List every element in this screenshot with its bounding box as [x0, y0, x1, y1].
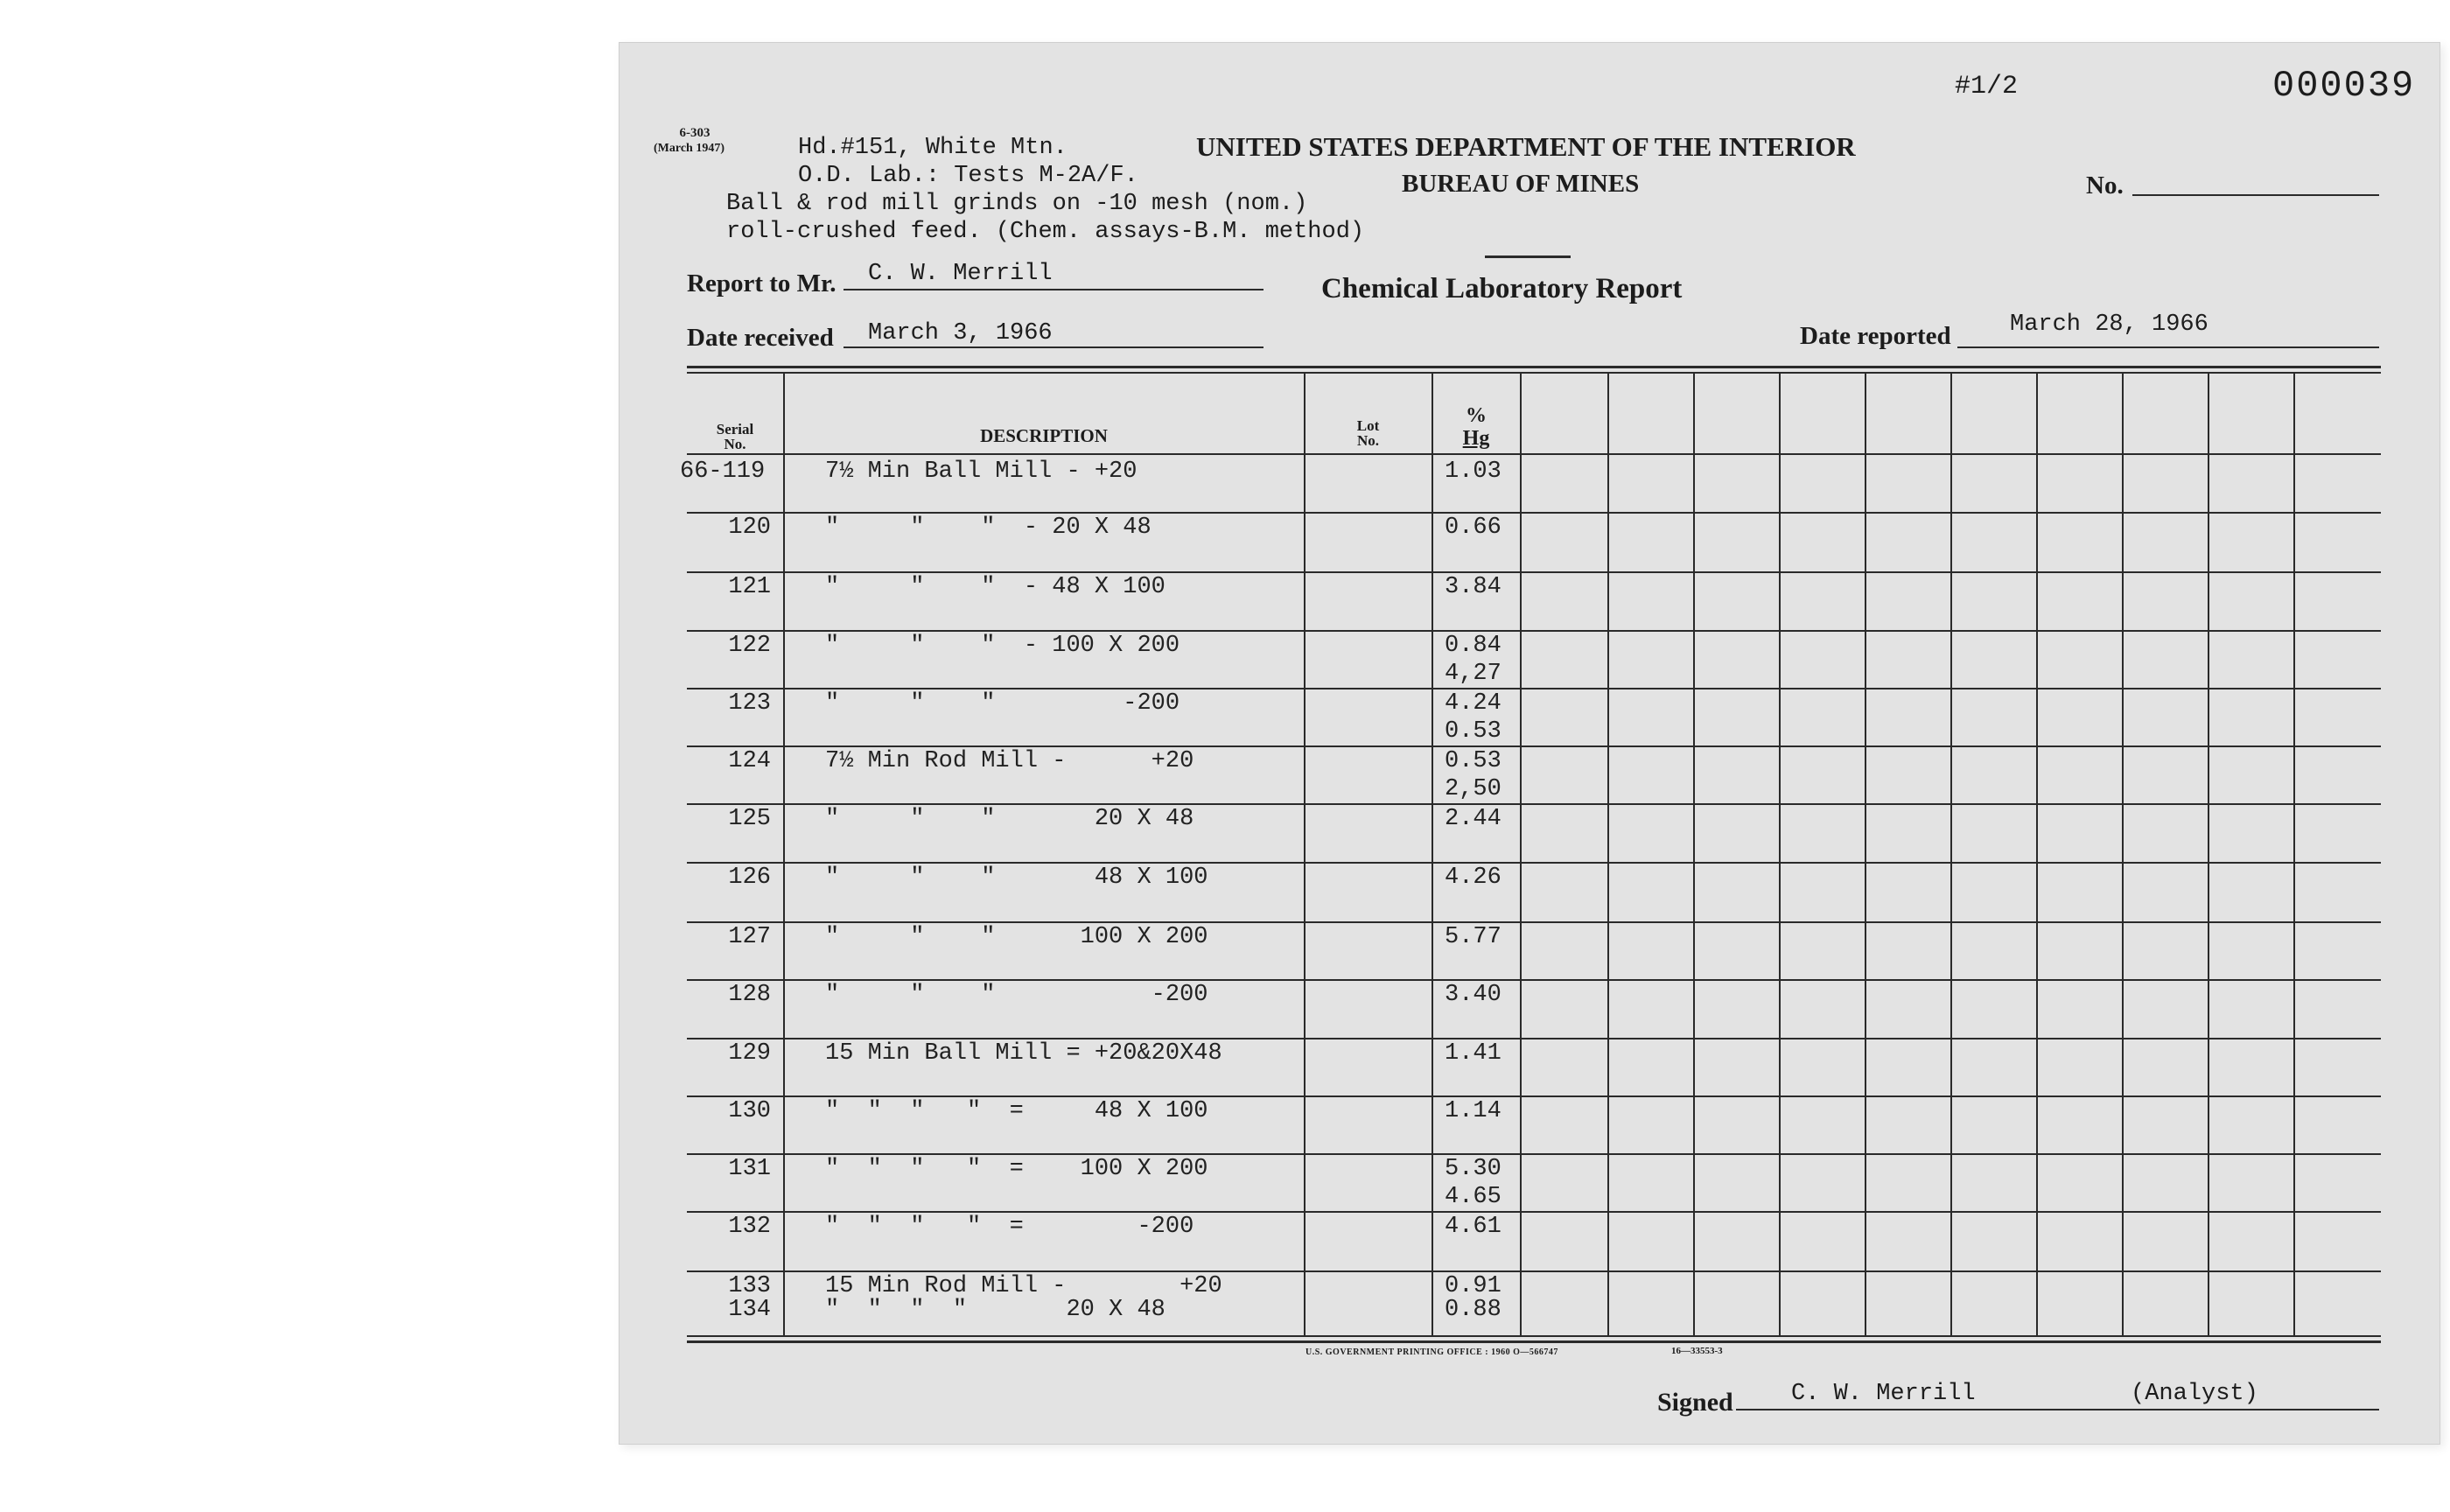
lot-header-line1: Lot	[1356, 417, 1380, 434]
description-cell: " " " - 100 X 200	[825, 633, 1180, 659]
form-number: 6-303	[679, 126, 710, 140]
column-line	[2036, 374, 2038, 1336]
row-line	[687, 979, 2381, 981]
report-to-label: Report to Mr.	[687, 270, 836, 298]
description-cell: " " " -200	[825, 982, 1208, 1008]
table-bottom-rule-outer	[687, 1340, 2381, 1343]
description-cell: " " " - 20 X 48	[825, 514, 1152, 541]
date-reported-line	[1957, 346, 2379, 348]
table-top-rule-inner	[687, 372, 2381, 374]
description-cell: " " " - 48 X 100	[825, 574, 1166, 600]
description-cell: " " " 100 X 200	[825, 924, 1208, 950]
serial-header	[687, 422, 783, 452]
hg-value-cell: 0.53	[1445, 718, 1502, 745]
report-to-line	[844, 289, 1264, 290]
serial-cell: 126	[728, 864, 771, 891]
page-number: #1/2	[1955, 72, 2019, 102]
column-line	[783, 374, 785, 1336]
row-line	[687, 1153, 2381, 1155]
row-line	[687, 803, 2381, 805]
description-cell: 15 Min Rod Mill - +20	[825, 1273, 1222, 1299]
date-received-line	[844, 346, 1264, 348]
row-line	[687, 688, 2381, 690]
hg-value-cell: 4.24	[1445, 690, 1502, 717]
hg-value-cell: 2.44	[1445, 806, 1502, 832]
report-to-value: C. W. Merrill	[868, 261, 1053, 287]
serial-cell: 133	[728, 1273, 771, 1299]
serial-cell: 129	[728, 1040, 771, 1067]
bureau-heading: BUREAU OF MINES	[1402, 170, 1640, 198]
serial-cell: 125	[728, 806, 771, 832]
hg-value-cell: 0.66	[1445, 514, 1502, 541]
description-cell: " " " 20 X 48	[825, 806, 1194, 832]
header-rule	[687, 453, 2381, 455]
hg-value-cell: 0.88	[1445, 1297, 1502, 1323]
row-line	[687, 862, 2381, 864]
serial-header-line2: No.	[724, 436, 746, 452]
date-reported-value: March 28, 1966	[2010, 312, 2208, 338]
hg-value-cell: 3.84	[1445, 574, 1502, 600]
no-field-line	[2132, 194, 2379, 196]
column-line	[2293, 374, 2295, 1336]
serial-cell: 128	[728, 982, 771, 1008]
form-date: (March 1947)	[654, 142, 724, 155]
title-rule	[1485, 256, 1571, 258]
signature-line	[1736, 1409, 2379, 1410]
signed-by: C. W. Merrill	[1791, 1381, 1976, 1407]
report-title: Chemical Laboratory Report	[1321, 273, 1683, 304]
description-cell: " " " " = 100 X 200	[825, 1156, 1208, 1182]
row-line	[687, 512, 2381, 514]
element-header-name: Hg	[1462, 427, 1490, 450]
serial-cell: 131	[728, 1156, 771, 1182]
row-line	[687, 921, 2381, 923]
row-line	[687, 1270, 2381, 1272]
column-line	[1779, 374, 1781, 1336]
serial-cell: 124	[728, 748, 771, 774]
serial-cell: 66-119	[680, 458, 766, 485]
results-table	[680, 366, 2381, 1346]
hg-value-cell: 4,27	[1445, 661, 1502, 687]
note-line-3: Ball & rod mill grinds on -10 mesh (nom.)	[726, 191, 1308, 217]
serial-cell: 132	[728, 1214, 771, 1240]
table-top-rule	[687, 366, 2381, 368]
hg-value-cell: 1.14	[1445, 1098, 1502, 1124]
no-label: No.	[2086, 172, 2124, 200]
hg-value-cell: 2,50	[1445, 776, 1502, 802]
serial-cell: 123	[728, 690, 771, 717]
column-line	[2208, 374, 2209, 1336]
hg-value-cell: 4.65	[1445, 1184, 1502, 1210]
description-header: DESCRIPTION	[980, 425, 1108, 446]
document-number: 000039	[2272, 65, 2416, 107]
description-cell: 15 Min Ball Mill = +20&20X48	[825, 1040, 1222, 1067]
description-cell: " " " " 20 X 48	[825, 1297, 1166, 1323]
note-line-1: Hd.#151, White Mtn.	[798, 135, 1068, 161]
department-heading: UNITED STATES DEPARTMENT OF THE INTERIOR	[1196, 131, 1856, 162]
form-code: 16—33553-3	[1671, 1346, 1723, 1356]
hg-value-cell: 5.77	[1445, 924, 1502, 950]
column-line	[1865, 374, 1866, 1336]
column-line	[1432, 374, 1433, 1336]
row-line	[687, 746, 2381, 747]
description-cell: " " " 48 X 100	[825, 864, 1208, 891]
row-line	[687, 571, 2381, 573]
row-line	[687, 630, 2381, 632]
note-line-4: roll-crushed feed. (Chem. assays-B.M. method)	[726, 219, 1365, 245]
column-line	[2122, 374, 2124, 1336]
column-line	[1520, 374, 1522, 1336]
row-line	[687, 1211, 2381, 1213]
description-cell: " " " " = -200	[825, 1214, 1194, 1240]
description-cell: " " " " = 48 X 100	[825, 1098, 1208, 1124]
element-header-unit: %	[1466, 404, 1487, 427]
lot-header-line2: No.	[1356, 432, 1380, 449]
hg-value-cell: 0.84	[1445, 633, 1502, 659]
hg-value-cell: 5.30	[1445, 1156, 1502, 1182]
column-line	[1693, 374, 1695, 1336]
serial-cell: 121	[728, 574, 771, 600]
printing-office: U.S. GOVERNMENT PRINTING OFFICE : 1960 O—566747	[1306, 1348, 1558, 1357]
hg-value-cell: 3.40	[1445, 982, 1502, 1008]
column-line	[1607, 374, 1609, 1336]
description-cell: 7½ Min Rod Mill - +20	[825, 748, 1194, 774]
analyst-label: (Analyst)	[2131, 1381, 2258, 1407]
hg-value-cell: 4.26	[1445, 864, 1502, 891]
lot-header	[1305, 418, 1432, 448]
hg-value-cell: 0.91	[1445, 1273, 1502, 1299]
hg-value-cell: 1.41	[1445, 1040, 1502, 1067]
serial-cell: 120	[728, 514, 771, 541]
element-header	[1432, 404, 1520, 450]
date-received-label: Date received	[687, 324, 834, 352]
hg-value-cell: 0.53	[1445, 748, 1502, 774]
serial-header-line1: Serial	[716, 421, 754, 438]
date-reported-label: Date reported	[1800, 322, 1951, 350]
row-line	[687, 1038, 2381, 1040]
serial-cell: 127	[728, 924, 771, 950]
description-cell: " " " -200	[825, 690, 1180, 717]
column-line	[1950, 374, 1952, 1336]
hg-value-cell: 1.03	[1445, 458, 1502, 485]
date-received-value: March 3, 1966	[868, 320, 1053, 346]
row-line	[687, 1096, 2381, 1097]
serial-cell: 122	[728, 633, 771, 659]
description-cell: 7½ Min Ball Mill - +20	[825, 458, 1138, 485]
column-line	[1304, 374, 1306, 1336]
hg-value-cell: 4.61	[1445, 1214, 1502, 1240]
table-bottom-rule	[687, 1335, 2381, 1337]
serial-cell: 134	[728, 1297, 771, 1323]
report-sheet	[619, 42, 2440, 1445]
serial-cell: 130	[728, 1098, 771, 1124]
note-line-2: O.D. Lab.: Tests M-2A/F.	[798, 163, 1138, 189]
signed-label: Signed	[1657, 1388, 1733, 1417]
